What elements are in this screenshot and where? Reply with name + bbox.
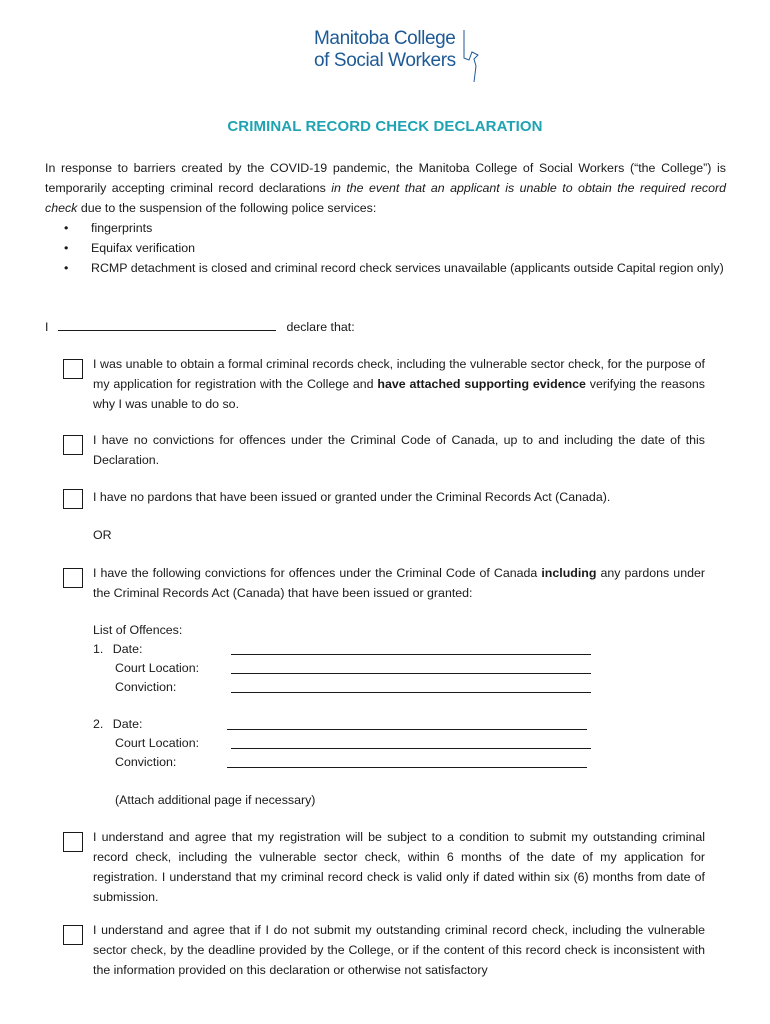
intro-italic: in the event that an applicant is unable to obtain the required record check bbox=[45, 181, 726, 215]
manitoba-outline-icon bbox=[462, 30, 480, 86]
declaration-item-2: I have no convictions for offences under the Criminal Code of Canada, up to and including the date of this Declaration. bbox=[93, 433, 705, 467]
offence-1-conviction-label: Conviction: bbox=[115, 680, 177, 694]
offence-number: 1. bbox=[93, 642, 104, 656]
item-1-bold: have attached supporting evidence bbox=[377, 377, 586, 391]
declaration-item-5: I understand and agree that my registration will be subject to a condition to submit my outstanding criminal record check, including the vulnerable sector check, within 6 months of the date of my application for registration. I understand that my criminal record check is valid only if dated within six (6) months from date of submission. bbox=[93, 830, 705, 904]
declare-prefix: I bbox=[45, 320, 49, 334]
document-title: CRIMINAL RECORD CHECK DECLARATION bbox=[227, 118, 543, 135]
list-item-text: fingerprints bbox=[91, 221, 153, 235]
intro-paragraph bbox=[45, 158, 726, 218]
checkbox-unable-to-obtain[interactable] bbox=[63, 359, 83, 379]
item-4-text-end: any pardons under the Criminal Records Act (Canada) that have been issued or granted: bbox=[93, 566, 705, 600]
declaration-item-3: I have no pardons that have been issued or granted under the Criminal Records Act (Canada). bbox=[93, 490, 611, 504]
offence-1-date-row bbox=[93, 639, 142, 659]
list-item bbox=[64, 258, 728, 278]
list-item bbox=[64, 238, 728, 258]
offence-number: 2. bbox=[93, 717, 104, 731]
logo-line-1: Manitoba College bbox=[314, 28, 456, 49]
intro-text-2: due to the suspension of the following police services: bbox=[77, 201, 377, 215]
bullet-icon: • bbox=[64, 241, 69, 255]
offence-1-court-label: Court Location: bbox=[115, 661, 200, 675]
declaration-item-6: I understand and agree that if I do not submit my outstanding criminal record check, including the vulnerable sector check, by the deadline provided by the College, or if the content of this record check is inconsistent with the information provided on this declaration or otherwise not satisfactory bbox=[93, 923, 705, 977]
checkbox-has-convictions[interactable] bbox=[63, 568, 83, 588]
list-item bbox=[64, 218, 728, 238]
list-item-text: RCMP detachment is closed and criminal record check services unavailable (applicants outside Capital region only) bbox=[91, 261, 724, 275]
logo-text bbox=[314, 28, 456, 72]
offence-1-date-field[interactable] bbox=[231, 654, 591, 655]
declaration-item-1 bbox=[93, 354, 705, 414]
offence-1-conviction-field[interactable] bbox=[231, 692, 591, 693]
checkbox-condition-agreement[interactable] bbox=[63, 832, 83, 852]
bullet-icon: • bbox=[64, 261, 69, 275]
offence-2-conviction-field[interactable] bbox=[227, 767, 587, 768]
item-4-bold: including bbox=[541, 566, 597, 580]
offence-date-label: Date: bbox=[112, 717, 143, 731]
list-item-text: Equifax verification bbox=[91, 241, 195, 255]
declarant-name-field[interactable] bbox=[58, 316, 276, 331]
declaration-item-4 bbox=[93, 563, 705, 603]
declarant-row bbox=[45, 316, 355, 337]
declare-suffix: declare that: bbox=[286, 320, 355, 334]
offence-1-court-field[interactable] bbox=[231, 673, 591, 674]
logo-line-2: of Social Workers bbox=[314, 50, 456, 71]
checkbox-deadline-agreement[interactable] bbox=[63, 925, 83, 945]
offences-heading: List of Offences: bbox=[93, 623, 183, 637]
intro-text-1: In response to barriers created by the COVID-19 pandemic, the Manitoba College of Social Workers (“the College”) is temporarily accepting criminal record declarations bbox=[45, 161, 726, 195]
offence-2-court-field[interactable] bbox=[231, 748, 591, 749]
offence-2-court-label: Court Location: bbox=[115, 736, 200, 750]
police-services-list bbox=[64, 218, 728, 278]
offence-2-date-row bbox=[93, 714, 142, 734]
attach-note: (Attach additional page if necessary) bbox=[115, 793, 316, 807]
bullet-icon: • bbox=[64, 221, 69, 235]
item-1-text-end: verifying the reasons why I was unable to do so. bbox=[93, 377, 705, 411]
item-1-text: I was unable to obtain a formal criminal records check, including the vulnerable sector check, for the purpose of my application for registration with the College and bbox=[93, 357, 705, 391]
offence-date-label: Date: bbox=[112, 642, 143, 656]
or-separator: OR bbox=[93, 528, 112, 542]
checkbox-no-pardons[interactable] bbox=[63, 489, 83, 509]
offence-2-date-field[interactable] bbox=[227, 729, 587, 730]
college-logo bbox=[314, 28, 484, 88]
item-4-text: I have the following convictions for offences under the Criminal Code of Canada bbox=[93, 566, 542, 580]
checkbox-no-convictions[interactable] bbox=[63, 435, 83, 455]
offence-2-conviction-label: Conviction: bbox=[115, 755, 177, 769]
